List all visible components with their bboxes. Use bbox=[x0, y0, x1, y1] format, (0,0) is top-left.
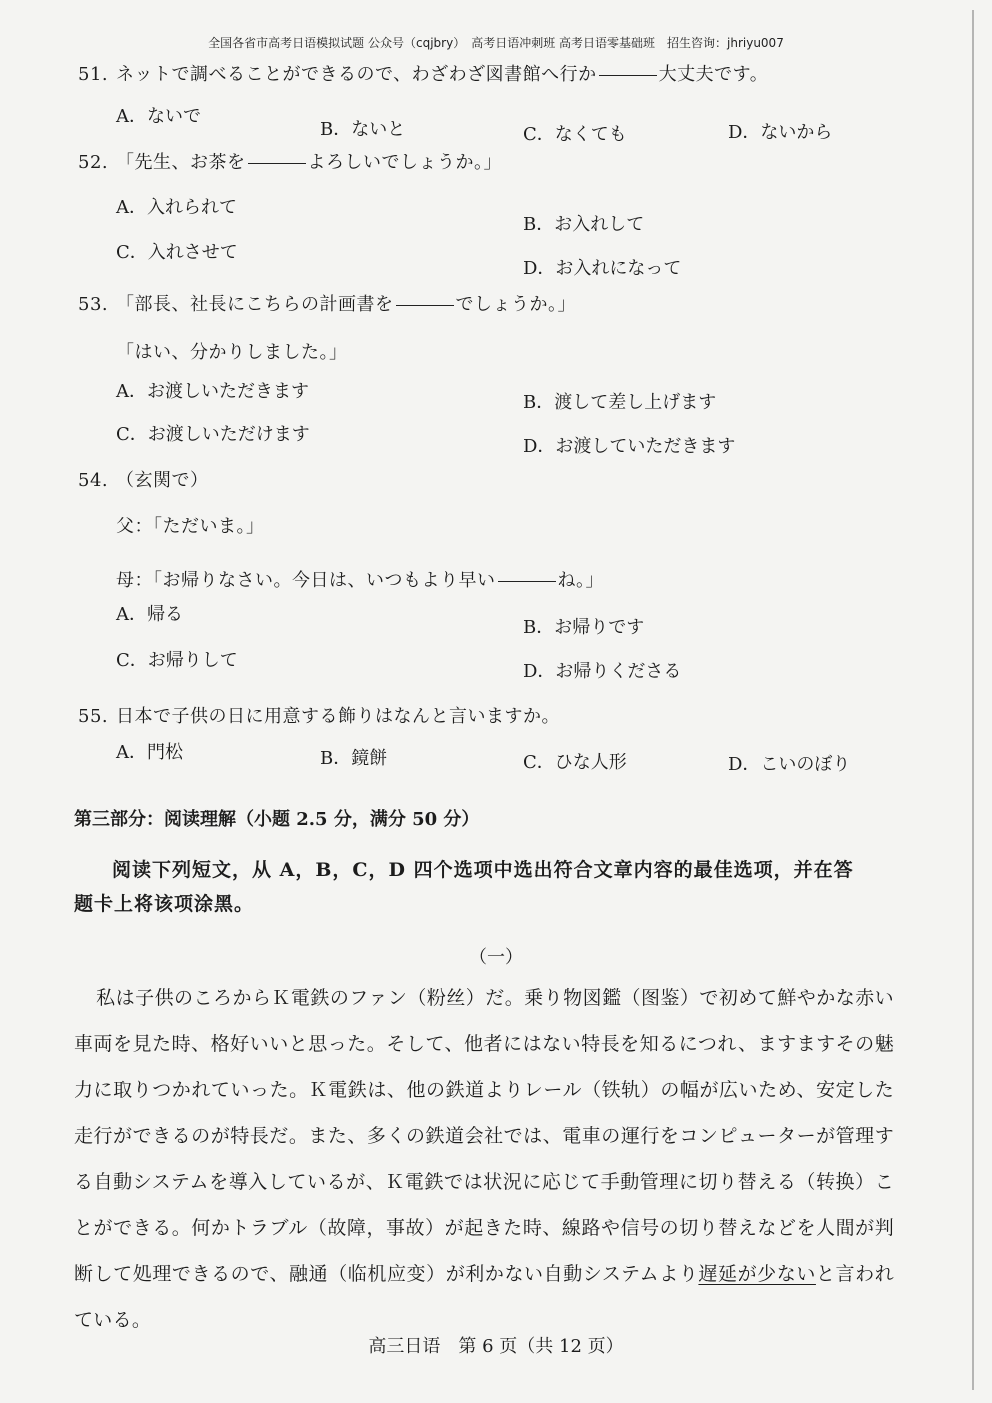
option-54-c: C．お帰りして bbox=[116, 650, 238, 671]
option-55-d: D．こいのぼり bbox=[728, 754, 851, 775]
page-header: 全国各省市高考日语模拟试题 公众号（cqjbry） 高考日语冲刺班 高考日语零基础班 招生咨询：jhriyu007 bbox=[208, 36, 784, 50]
question-55 bbox=[78, 702, 560, 728]
question-text-end: よろしいでしょうか。」 bbox=[307, 152, 502, 173]
question-text: 母：「お帰りなさい。今日は、いつもより早い bbox=[116, 570, 496, 591]
option-52-d: D．お入れになって bbox=[523, 258, 682, 279]
option-51-c: C．なくても bbox=[523, 124, 627, 145]
question-text-end: 大丈夫です。 bbox=[658, 64, 769, 85]
page-footer: 高三日语 第 6 页（共 12 页） bbox=[368, 1336, 624, 1357]
option-51-a: A．ないで bbox=[116, 106, 201, 127]
option-51-d: D．ないから bbox=[728, 122, 833, 143]
question-number: 55. bbox=[78, 706, 109, 727]
option-52-b: B．お入れして bbox=[523, 214, 645, 235]
section-title: 第三部分：阅读理解（小题 2.5 分，满分 50 分） bbox=[74, 809, 480, 830]
question-54-line2 bbox=[116, 566, 604, 592]
option-53-c: C．お渡しいただけます bbox=[116, 424, 310, 445]
question-54 bbox=[78, 466, 209, 492]
question-text-end: でしょうか。」 bbox=[455, 294, 576, 315]
option-54-b: B．お帰りです bbox=[523, 617, 645, 638]
option-53-a: A．お渡しいただきます bbox=[116, 381, 309, 402]
option-55-c: C．ひな人形 bbox=[523, 752, 627, 773]
answer-blank bbox=[396, 305, 454, 306]
reading-passage bbox=[74, 975, 894, 1343]
question-text: 日本で子供の日に用意する飾りはなんと言いますか。 bbox=[116, 706, 560, 727]
question-number: 51. bbox=[78, 64, 109, 85]
option-54-a: A．帰る bbox=[116, 604, 183, 625]
passage-text: 私は子供のころからＫ電鉄のファン（粉丝）だ。乗り物図鑑（图鉴）で初めて鮮やかな赤い車両を見た時、格好いいと思った。そして、他者にはない特長を知るにつれ、ますますその魅力に取りつかれていった。Ｋ電鉄は、他の鉄道よりレール（铁轨）の幅が広いため、安定した走行ができるのが特長だ。また、多くの鉄道会社では、電車の運行をコンピューターが管理する自動システムを導入しているが、Ｋ電鉄では状況に応じて手動管理に切り替える（转换）ことができる。何かトラブル（故障，事故）が起きた時、線路や信号の切り替えなどを人間が判断して処理できるので、融通（临机应变）が利かない自動システムより bbox=[74, 987, 894, 1285]
question-text: 「先生、お茶を bbox=[116, 152, 246, 173]
answer-blank bbox=[248, 163, 306, 164]
option-55-b: B．鏡餅 bbox=[320, 748, 388, 769]
option-53-d: D．お渡していただきます bbox=[523, 436, 736, 457]
underlined-phrase: 遅延が少ない bbox=[698, 1263, 816, 1285]
answer-blank bbox=[498, 581, 556, 582]
question-53-reply: 「はい、分かりしました。」 bbox=[116, 342, 348, 363]
question-text: 「部長、社長にこちらの計画書を bbox=[116, 294, 394, 315]
option-51-b: B．ないと bbox=[320, 119, 406, 140]
question-text-end: ね。」 bbox=[557, 570, 604, 591]
option-52-a: A．入れられて bbox=[116, 197, 237, 218]
question-number: 52. bbox=[78, 152, 109, 173]
section-instruction-line1: 阅读下列短文，从 A，B，C，D 四个选项中选出符合文章内容的最佳选项，并在答 bbox=[112, 859, 854, 881]
option-54-d: D．お帰りくださる bbox=[523, 661, 682, 682]
section-instruction-line2: 题卡上将该项涂黑。 bbox=[74, 893, 255, 915]
option-52-c: C．入れさせて bbox=[116, 242, 238, 263]
question-52 bbox=[78, 148, 502, 174]
passage-label: （一） bbox=[469, 947, 523, 968]
question-54-line1: 父：「ただいま。」 bbox=[116, 516, 265, 537]
answer-blank bbox=[599, 75, 657, 76]
option-53-b: B．渡して差し上げます bbox=[523, 392, 717, 413]
question-53 bbox=[78, 290, 576, 316]
option-55-a: A．門松 bbox=[116, 742, 183, 763]
page-edge-line bbox=[972, 10, 974, 1390]
question-context: （玄関で） bbox=[116, 470, 209, 491]
passage-text-end: と言われている。 bbox=[74, 1263, 894, 1331]
question-number: 54. bbox=[78, 470, 109, 491]
question-51 bbox=[78, 60, 768, 86]
question-number: 53. bbox=[78, 294, 109, 315]
question-text: ネットで調べることができるので、わざわざ図書館へ行か bbox=[116, 64, 597, 85]
